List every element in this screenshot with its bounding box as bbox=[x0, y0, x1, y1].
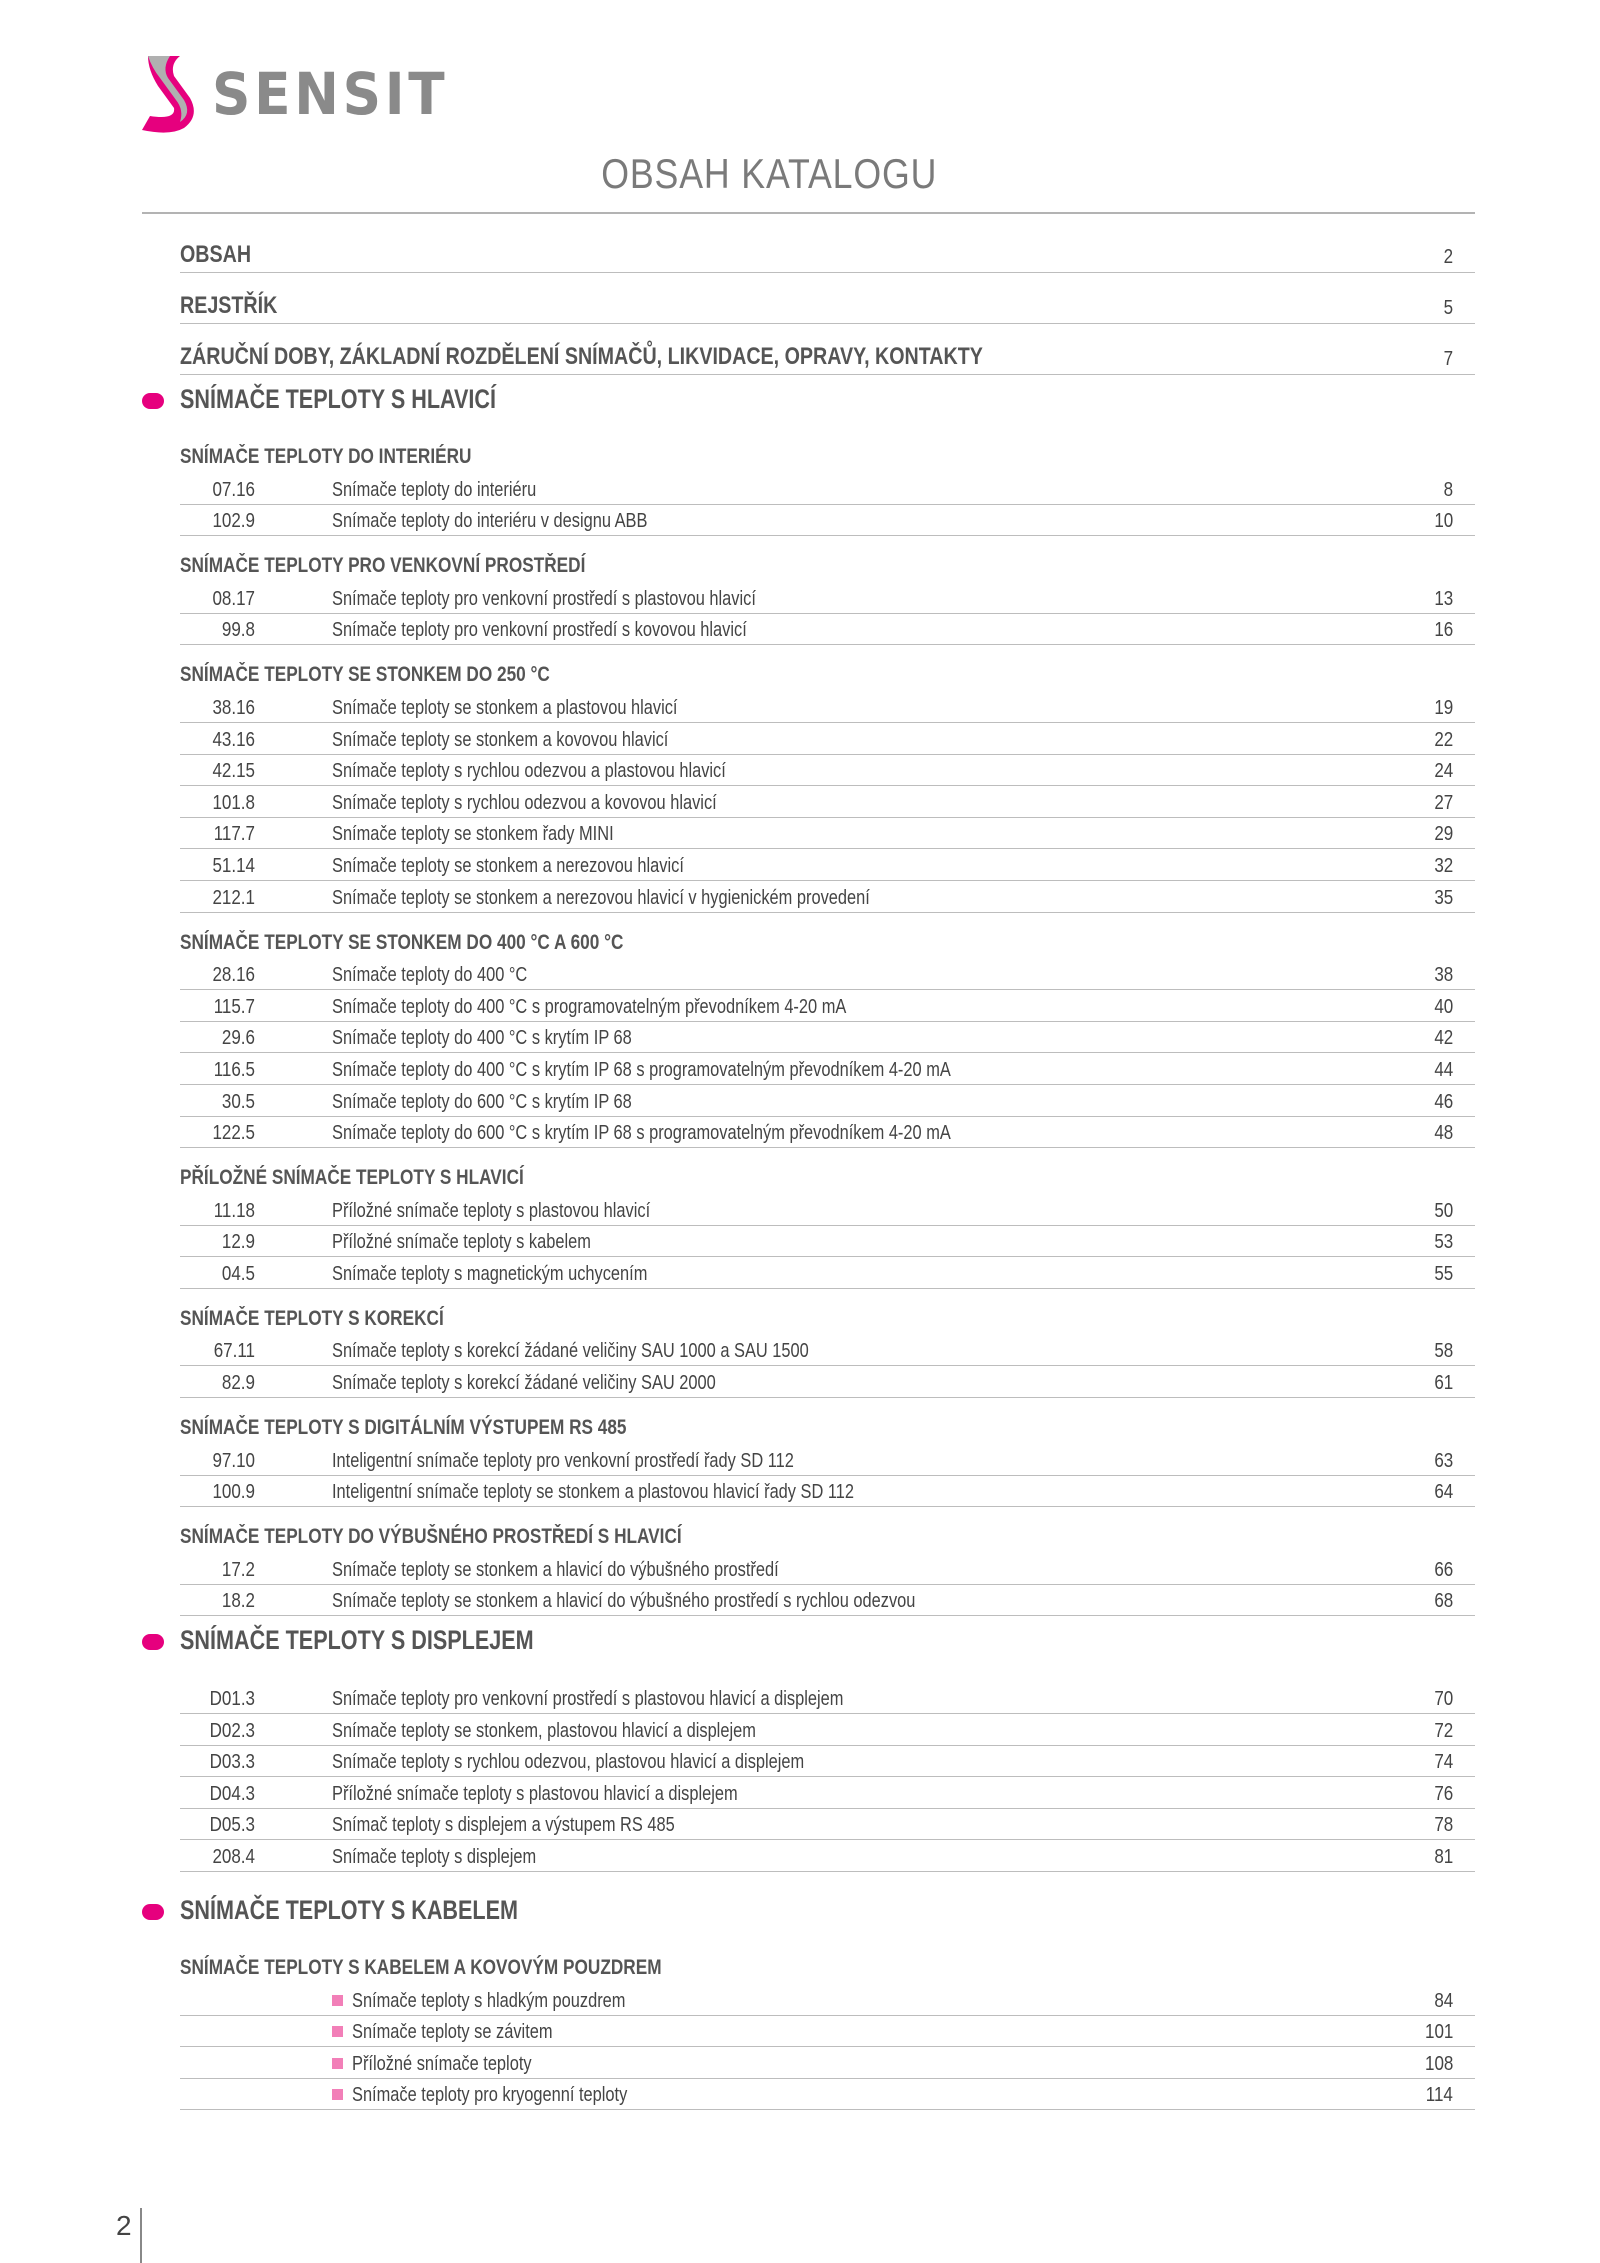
toc-item[interactable] bbox=[180, 818, 1475, 850]
toc-item[interactable] bbox=[180, 1714, 1475, 1746]
toc-item[interactable] bbox=[180, 1257, 1475, 1289]
toc-item[interactable] bbox=[180, 723, 1475, 755]
toc-item[interactable] bbox=[180, 1777, 1475, 1809]
item-page: 32 bbox=[1434, 854, 1453, 877]
toc-item[interactable] bbox=[180, 1335, 1475, 1367]
item-description: Snímače teploty do 600 °C s krytím IP 68 bbox=[332, 1090, 632, 1113]
toc-item[interactable] bbox=[180, 1366, 1475, 1398]
item-code: D02.3 bbox=[209, 1719, 255, 1742]
item-code: 100.9 bbox=[212, 1481, 255, 1504]
item-description: Inteligentní snímače teploty se stonkem a plastovou hlavicí řady SD 112 bbox=[332, 1481, 855, 1504]
toc-entry[interactable] bbox=[180, 273, 1475, 324]
toc-entry[interactable] bbox=[180, 324, 1475, 375]
item-page: 72 bbox=[1434, 1719, 1453, 1742]
item-code: 117.7 bbox=[213, 823, 255, 846]
item-page: 24 bbox=[1434, 760, 1453, 783]
toc-item[interactable] bbox=[180, 1194, 1475, 1226]
toc-item[interactable] bbox=[180, 691, 1475, 723]
group-heading bbox=[180, 645, 1475, 691]
item-page: 40 bbox=[1434, 995, 1453, 1018]
toc-entry-label: ZÁRUČNÍ DOBY, ZÁKLADNÍ ROZDĚLENÍ SNÍMAČŮ, LIKVIDACE, OPRAVY, KONTAKTY bbox=[180, 343, 983, 370]
toc-item[interactable] bbox=[180, 2047, 1475, 2079]
item-description: Snímače teploty s rychlou odezvou a kovovou hlavicí bbox=[332, 791, 717, 814]
page-number: 2 bbox=[116, 2210, 132, 2241]
item-description: Snímače teploty s rychlou odezvou a plastovou hlavicí bbox=[332, 760, 726, 783]
group-title: PŘÍLOŽNÉ SNÍMAČE TEPLOTY S HLAVICÍ bbox=[180, 1166, 524, 1190]
brand-logo bbox=[140, 54, 469, 134]
toc-item[interactable] bbox=[180, 990, 1475, 1022]
item-code: 12.9 bbox=[221, 1231, 255, 1254]
toc-entry-label: OBSAH bbox=[180, 241, 252, 268]
item-code: 29.6 bbox=[221, 1027, 255, 1050]
item-page: 70 bbox=[1434, 1688, 1453, 1711]
item-code: 82.9 bbox=[221, 1372, 255, 1395]
item-code: 30.5 bbox=[221, 1090, 255, 1113]
item-page: 13 bbox=[1434, 587, 1453, 610]
item-code: 08.17 bbox=[212, 587, 255, 610]
item-description: Snímače teploty se stonkem a kovovou hlavicí bbox=[332, 728, 669, 751]
group-heading bbox=[180, 913, 1475, 959]
group-title: SNÍMAČE TEPLOTY S KOREKCÍ bbox=[180, 1306, 444, 1330]
item-page: 16 bbox=[1434, 619, 1453, 642]
item-page: 22 bbox=[1434, 728, 1453, 751]
toc-item[interactable] bbox=[180, 1476, 1475, 1508]
section-heading[interactable] bbox=[180, 1886, 1475, 1938]
item-code: 38.16 bbox=[212, 696, 255, 719]
item-description: Příložné snímače teploty s kabelem bbox=[332, 1231, 591, 1254]
item-description: Snímače teploty pro kryogenní teploty bbox=[352, 2084, 628, 2107]
toc-entry-label: REJSTŘÍK bbox=[180, 292, 278, 319]
toc-item[interactable] bbox=[180, 1746, 1475, 1778]
item-description: Snímače teploty se stonkem a plastovou hlavicí bbox=[332, 696, 678, 719]
item-description: Snímače teploty do 600 °C s krytím IP 68 s programovatelným převodníkem 4-20 mA bbox=[332, 1122, 951, 1145]
group-title: SNÍMAČE TEPLOTY DO VÝBUŠNÉHO PROSTŘEDÍ S HLAVICÍ bbox=[180, 1525, 682, 1549]
item-page: 68 bbox=[1434, 1590, 1453, 1613]
group-gap bbox=[180, 1668, 1475, 1682]
item-code: 51.14 bbox=[212, 854, 255, 877]
item-page: 42 bbox=[1434, 1027, 1453, 1050]
item-description: Snímače teploty se stonkem, plastovou hlavicí a displejem bbox=[332, 1719, 756, 1742]
item-description: Snímače teploty s hladkým pouzdrem bbox=[352, 1989, 626, 2012]
item-code: 212.1 bbox=[212, 886, 255, 909]
item-description: Snímače teploty pro venkovní prostředí s kovovou hlavicí bbox=[332, 619, 747, 642]
item-description: Snímače teploty se stonkem a hlavicí do výbušného prostředí s rychlou odezvou bbox=[332, 1590, 916, 1613]
item-description: Snímače teploty s magnetickým uchycením bbox=[332, 1262, 648, 1285]
item-code: 18.2 bbox=[221, 1590, 255, 1613]
toc-entry-page: 7 bbox=[1443, 348, 1453, 370]
item-page: 44 bbox=[1434, 1058, 1453, 1081]
item-description: Příložné snímače teploty bbox=[352, 2052, 532, 2075]
item-description: Snímače teploty se stonkem a nerezovou hlavicí v hygienickém provedení bbox=[332, 886, 870, 909]
item-page: 48 bbox=[1434, 1122, 1453, 1145]
item-page: 50 bbox=[1434, 1199, 1453, 1222]
item-code: 11.18 bbox=[213, 1199, 255, 1222]
item-description: Inteligentní snímače teploty pro venkovní prostředí řady SD 112 bbox=[332, 1449, 794, 1472]
item-page: 76 bbox=[1434, 1782, 1453, 1805]
item-page: 114 bbox=[1425, 2084, 1453, 2107]
section-marker-icon bbox=[142, 1904, 164, 1920]
toc-item[interactable] bbox=[180, 1840, 1475, 1872]
item-description: Snímače teploty do 400 °C s programovatelným převodníkem 4-20 mA bbox=[332, 995, 847, 1018]
item-code: 17.2 bbox=[221, 1558, 255, 1581]
toc-item[interactable] bbox=[180, 2016, 1475, 2048]
item-page: 35 bbox=[1434, 886, 1453, 909]
item-page: 61 bbox=[1434, 1372, 1453, 1395]
group-title: SNÍMAČE TEPLOTY S DIGITÁLNÍM VÝSTUPEM RS 485 bbox=[180, 1416, 627, 1440]
item-page: 78 bbox=[1434, 1814, 1453, 1837]
item-page: 63 bbox=[1434, 1449, 1453, 1472]
item-page: 8 bbox=[1443, 478, 1453, 501]
toc-item[interactable] bbox=[180, 755, 1475, 787]
item-code: D05.3 bbox=[209, 1814, 255, 1837]
item-description: Příložné snímače teploty s plastovou hlavicí a displejem bbox=[332, 1782, 738, 1805]
item-description: Snímače teploty pro venkovní prostředí s plastovou hlavicí bbox=[332, 587, 756, 610]
item-description: Snímače teploty do interiéru bbox=[332, 478, 537, 501]
item-page: 29 bbox=[1434, 823, 1453, 846]
item-description: Snímače teploty se stonkem a nerezovou hlavicí bbox=[332, 854, 684, 877]
section-title: SNÍMAČE TEPLOTY S HLAVICÍ bbox=[180, 384, 497, 414]
item-description: Snímače teploty se stonkem řady MINI bbox=[332, 823, 614, 846]
brand-name: SENSIT bbox=[212, 60, 449, 128]
toc-item[interactable] bbox=[180, 614, 1475, 646]
item-page: 58 bbox=[1434, 1340, 1453, 1363]
toc-item[interactable] bbox=[180, 1984, 1475, 2016]
item-code: 28.16 bbox=[212, 964, 255, 987]
item-page: 19 bbox=[1434, 696, 1453, 719]
toc-item[interactable] bbox=[180, 786, 1475, 818]
group-heading bbox=[180, 427, 1475, 473]
item-description: Snímače teploty do 400 °C s krytím IP 68 bbox=[332, 1027, 632, 1050]
toc-item[interactable] bbox=[180, 959, 1475, 991]
item-page: 46 bbox=[1434, 1090, 1453, 1113]
item-code: 122.5 bbox=[212, 1122, 255, 1145]
title-divider bbox=[142, 212, 1475, 214]
toc-entry-page: 5 bbox=[1443, 297, 1453, 319]
item-code: 101.8 bbox=[212, 791, 255, 814]
toc-item[interactable] bbox=[180, 1085, 1475, 1117]
item-code: 07.16 bbox=[212, 478, 255, 501]
section-title: SNÍMAČE TEPLOTY S DISPLEJEM bbox=[180, 1625, 534, 1656]
item-description: Snímače teploty pro venkovní prostředí s plastovou hlavicí a displejem bbox=[332, 1688, 844, 1711]
group-title: SNÍMAČE TEPLOTY SE STONKEM DO 250 °C bbox=[180, 663, 550, 687]
item-page: 27 bbox=[1434, 791, 1453, 814]
group-title: SNÍMAČE TEPLOTY PRO VENKOVNÍ PROSTŘEDÍ bbox=[180, 554, 586, 578]
item-page: 74 bbox=[1434, 1751, 1453, 1774]
item-page: 108 bbox=[1424, 2052, 1453, 2075]
page-title: OBSAH KATALOGU bbox=[601, 150, 937, 197]
item-code: 04.5 bbox=[221, 1262, 255, 1285]
item-code: 43.16 bbox=[212, 728, 255, 751]
toc-item[interactable] bbox=[180, 1553, 1475, 1585]
toc-item[interactable] bbox=[180, 1022, 1475, 1054]
section-gap bbox=[180, 1872, 1475, 1886]
toc-item[interactable] bbox=[180, 1585, 1475, 1617]
toc-item[interactable] bbox=[180, 849, 1475, 881]
section-marker-icon bbox=[142, 393, 164, 409]
item-page: 10 bbox=[1434, 510, 1453, 533]
toc-item[interactable] bbox=[180, 505, 1475, 537]
bullet-square-icon bbox=[332, 2058, 343, 2069]
item-code: 115.7 bbox=[213, 995, 255, 1018]
item-page: 81 bbox=[1434, 1846, 1453, 1868]
bullet-square-icon bbox=[332, 1995, 343, 2006]
group-heading bbox=[180, 536, 1475, 582]
toc-item[interactable] bbox=[180, 1226, 1475, 1258]
group-heading bbox=[180, 1507, 1475, 1553]
item-code: D03.3 bbox=[209, 1751, 255, 1774]
toc-item[interactable] bbox=[180, 881, 1475, 913]
item-page: 64 bbox=[1434, 1481, 1453, 1504]
item-code: 116.5 bbox=[213, 1058, 255, 1081]
section-heading[interactable] bbox=[180, 1616, 1475, 1668]
item-page: 53 bbox=[1434, 1231, 1453, 1254]
item-description: Příložné snímače teploty s plastovou hlavicí bbox=[332, 1199, 651, 1222]
item-page: 84 bbox=[1434, 1989, 1453, 2012]
item-description: Snímače teploty s korekcí žádané veličiny SAU 1000 a SAU 1500 bbox=[332, 1340, 809, 1363]
item-code: 97.10 bbox=[212, 1449, 255, 1472]
item-code: 67.11 bbox=[213, 1340, 255, 1363]
bullet-square-icon bbox=[332, 2089, 343, 2100]
group-heading bbox=[180, 1289, 1475, 1335]
item-description: Snímače teploty s displejem bbox=[332, 1846, 537, 1868]
item-page: 38 bbox=[1434, 964, 1453, 987]
item-description: Snímače teploty se závitem bbox=[352, 2021, 553, 2044]
toc-item[interactable] bbox=[180, 1444, 1475, 1476]
item-code: 99.8 bbox=[221, 619, 255, 642]
toc-item[interactable] bbox=[180, 1053, 1475, 1085]
item-description: Snímače teploty do interiéru v designu ABB bbox=[332, 510, 648, 533]
section-heading[interactable] bbox=[180, 375, 1475, 427]
item-description: Snímače teploty se stonkem a hlavicí do výbušného prostředí bbox=[332, 1558, 779, 1581]
group-title: SNÍMAČE TEPLOTY SE STONKEM DO 400 °C A 600 °C bbox=[180, 930, 624, 954]
item-code: D04.3 bbox=[209, 1782, 255, 1805]
section-title: SNÍMAČE TEPLOTY S KABELEM bbox=[180, 1895, 519, 1925]
group-heading bbox=[180, 1148, 1475, 1194]
section-marker-icon bbox=[142, 1634, 164, 1650]
item-page: 55 bbox=[1434, 1262, 1453, 1285]
item-description: Snímač teploty s displejem a výstupem RS 485 bbox=[332, 1814, 675, 1837]
group-heading bbox=[180, 1398, 1475, 1444]
toc-entry[interactable] bbox=[180, 222, 1475, 273]
group-title: SNÍMAČE TEPLOTY DO INTERIÉRU bbox=[180, 445, 472, 468]
toc-item[interactable] bbox=[180, 1117, 1475, 1149]
item-description: Snímače teploty s rychlou odezvou, plastovou hlavicí a displejem bbox=[332, 1751, 805, 1774]
toc-item[interactable] bbox=[180, 473, 1475, 505]
toc-item[interactable] bbox=[180, 582, 1475, 614]
toc-item[interactable] bbox=[180, 1682, 1475, 1714]
bullet-square-icon bbox=[332, 2026, 343, 2037]
item-code: D01.3 bbox=[209, 1688, 255, 1711]
page-number-divider bbox=[140, 2208, 142, 2263]
item-code: 42.15 bbox=[212, 760, 255, 783]
toc-entry-page: 2 bbox=[1443, 246, 1453, 268]
sensit-logo-icon bbox=[140, 54, 200, 134]
item-description: Snímače teploty do 400 °C bbox=[332, 964, 528, 987]
toc-item[interactable] bbox=[180, 1809, 1475, 1841]
item-code: 208.4 bbox=[212, 1846, 255, 1868]
group-heading bbox=[180, 1938, 1475, 1984]
item-code: 102.9 bbox=[212, 510, 255, 533]
item-description: Snímače teploty s korekcí žádané veličiny SAU 2000 bbox=[332, 1372, 716, 1395]
item-description: Snímače teploty do 400 °C s krytím IP 68 s programovatelným převodníkem 4-20 mA bbox=[332, 1058, 951, 1081]
table-of-contents bbox=[180, 222, 1475, 2110]
item-page: 101 bbox=[1424, 2021, 1453, 2044]
item-page: 66 bbox=[1434, 1558, 1453, 1581]
toc-item[interactable] bbox=[180, 2079, 1475, 2111]
group-title: SNÍMAČE TEPLOTY S KABELEM A KOVOVÝM POUZDREM bbox=[180, 1956, 662, 1979]
